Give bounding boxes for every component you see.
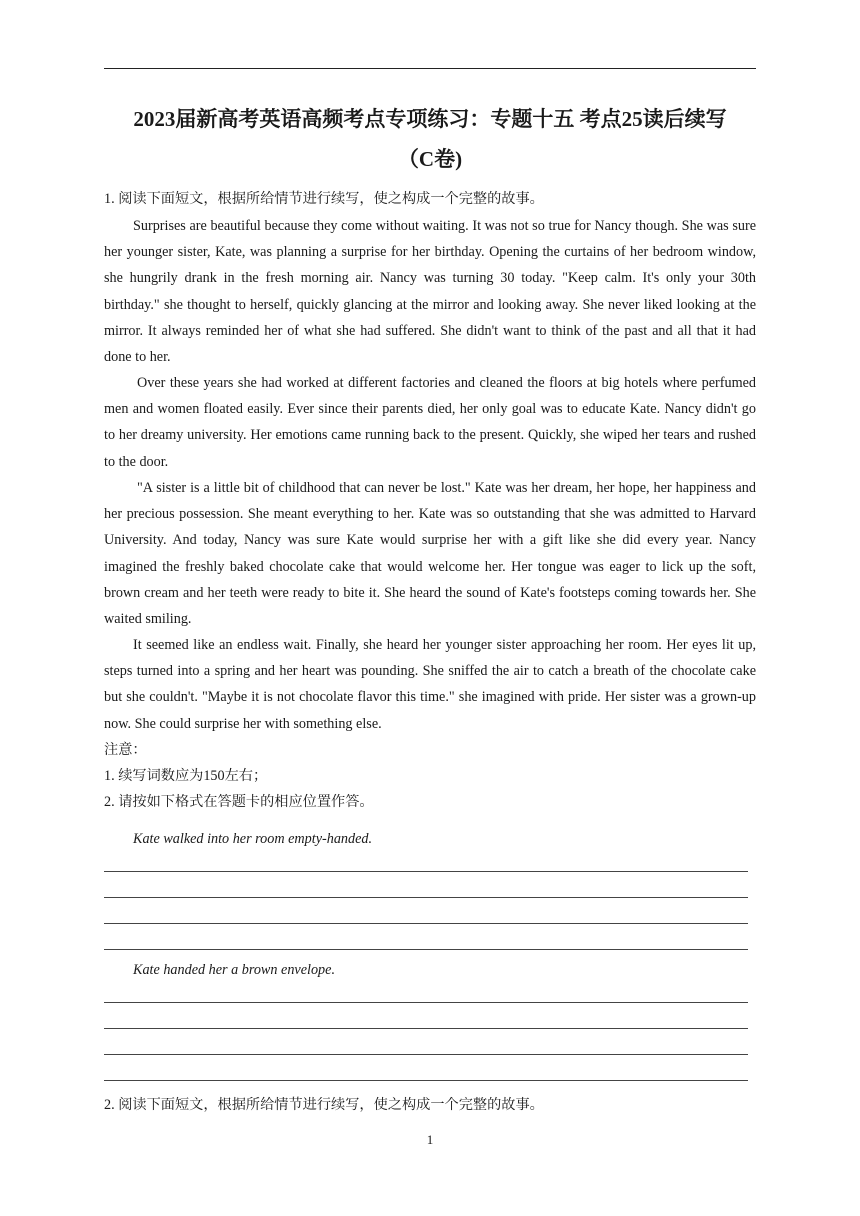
answer-line	[104, 1054, 748, 1055]
q2-instruction: 2. 阅读下面短文，根据所给情节进行续写，使之构成一个完整的故事。	[104, 1097, 544, 1113]
note-format: 2. 请按如下格式在答题卡的相应位置作答。	[104, 794, 374, 810]
answer-line	[104, 1002, 748, 1003]
answer-line	[104, 871, 748, 872]
continuation-prompt-2: Kate handed her a brown envelope.	[133, 962, 335, 978]
note-word-count: 1. 续写词数应为150左右；	[104, 768, 268, 784]
page-title-volume: （C卷)	[397, 147, 463, 171]
notes-label: 注意：	[104, 742, 147, 758]
answer-line	[104, 1080, 748, 1081]
answer-line	[104, 1028, 748, 1029]
answer-line	[104, 923, 748, 924]
page-title: 2023届新高考英语高频考点专项练习：专题十五 考点25读后续写	[133, 107, 727, 131]
header-rule	[104, 68, 756, 69]
continuation-prompt-1: Kate walked into her room empty-handed.	[133, 831, 373, 847]
q1-paragraph-1: Surprises are beautiful because they come without waiting. It was not so true for Nancy though. She was sure her younger sister, Kate, was planning a surprise for her birthday. Opening the curtains of her bedroom window, she hungrily drank in the fresh morning air. Nancy was turning 30 today. "Keep calm. It's only your 30th birthday." she thought to herself, quickly glancing at the mirror and looking away. She never liked looking at the mirror. It always reminded her of what she had suffered. She didn't want to think of the past and all that it had done to her.	[104, 218, 756, 366]
answer-line	[104, 949, 748, 950]
q1-paragraph-3: "A sister is a little bit of childhood that can never be lost." Kate was her dream, her hope, her happiness and her precious possession. She meant everything to her. Kate was so outstanding that she was admitted to Harvard University. And today, Nancy was sure Kate would surprise her with a gift like she did every year. Nancy imagined the freshly baked chocolate cake that would welcome her. Her tongue was eager to lick up the soft, brown cream and her teeth were ready to bite it. She heard the sound of Kate's footsteps coming towards her. She waited smiling.	[104, 480, 756, 628]
q1-paragraph-4: It seemed like an endless wait. Finally, she heard her younger sister approaching her room. Her eyes lit up, steps turned into a spring and her heart was pounding. She sniffed the air to catch a breath of the chocolate cake but she couldn't. "Maybe it is not chocolate flavor this time." she imagined with pride. Her sister was a grown-up now. She could surprise her with something else.	[104, 637, 756, 732]
q1-instruction: 1. 阅读下面短文，根据所给情节进行续写，使之构成一个完整的故事。	[104, 191, 544, 207]
answer-line	[104, 897, 748, 898]
page-number: 1	[426, 1132, 434, 1147]
q1-paragraph-2: Over these years she had worked at different factories and cleaned the floors at big hotels where perfumed men and women floated easily. Ever since their parents died, her only goal was to educate Kate. Nancy didn't go to her dreamy university. Her emotions came running back to the present. Quickly, she wiped her tears and rushed to the door.	[104, 375, 756, 470]
